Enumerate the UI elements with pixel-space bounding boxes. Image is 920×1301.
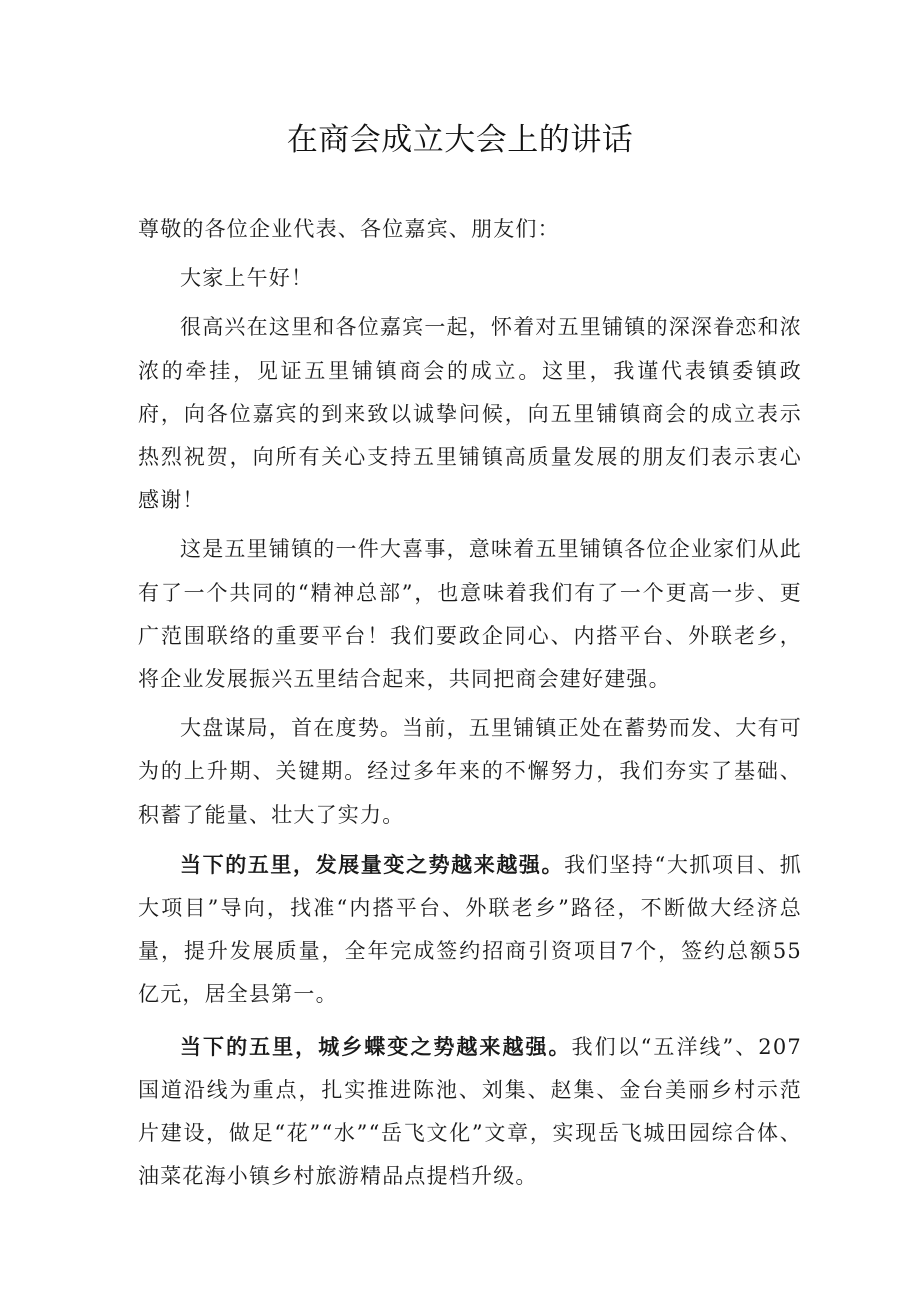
paragraph-4-heading: 当下的五里，发展量变之势越来越强。 (180, 851, 565, 877)
paragraph-1: 很高兴在这里和各位嘉宾一起，怀着对五里铺镇的深深眷恋和浓浓的牵挂，见证五里铺镇商会的成立。这里，我谨代表镇委镇政府，向各位嘉宾的到来致以诚挚问候，向五里铺镇商会的成立表示热烈祝贺，向所有关心支持五里铺镇高质量发展的朋友们表示衷心感谢！ (138, 315, 802, 513)
paragraph-2: 这是五里铺镇的一件大喜事，意味着五里铺镇各位企业家们从此有了一个共同的“精神总部”，也意味着我们有了一个更高一步、更广范围联络的重要平台！我们要政企同心、内搭平台、外联老乡，将企业发展振兴五里结合起来，共同把商会建好建强。 (138, 537, 802, 692)
document-title: 在商会成立大会上的讲话 (286, 122, 634, 158)
paragraph-4 (138, 843, 802, 1017)
document-body (138, 208, 802, 1204)
paragraph-3: 大盘谋局，首在度势。当前，五里铺镇正处在蓄势而发、大有可为的上升期、关键期。经过多年来的不懈努力，我们夯实了基础、积蓄了能量、壮大了实力。 (138, 716, 802, 827)
paragraph-5-text: 我们以“五洋线”、207国道沿线为重点，扎实推进陈池、刘集、赵集、金台美丽乡村示范片建设，做足“花”“水”“岳飞文化”文章，实现岳飞城田园综合体、油菜花海小镇乡村旅游精品点提档升级。 (138, 1034, 802, 1189)
paragraph-5-heading: 当下的五里，城乡蝶变之势越来越强。 (180, 1033, 572, 1059)
greeting: 大家上午好！ (180, 266, 314, 291)
paragraph-4-text: 我们坚持“大抓项目、抓大项目”导向，找准“内搭平台、外联老乡”路径，不断做大经济总量，提升发展质量，全年完成签约招商引资项目7个，签约总额55亿元，居全县第一。 (138, 852, 802, 1007)
salutation: 尊敬的各位企业代表、各位嘉宾、朋友们： (138, 217, 560, 241)
paragraph-5 (138, 1025, 802, 1199)
